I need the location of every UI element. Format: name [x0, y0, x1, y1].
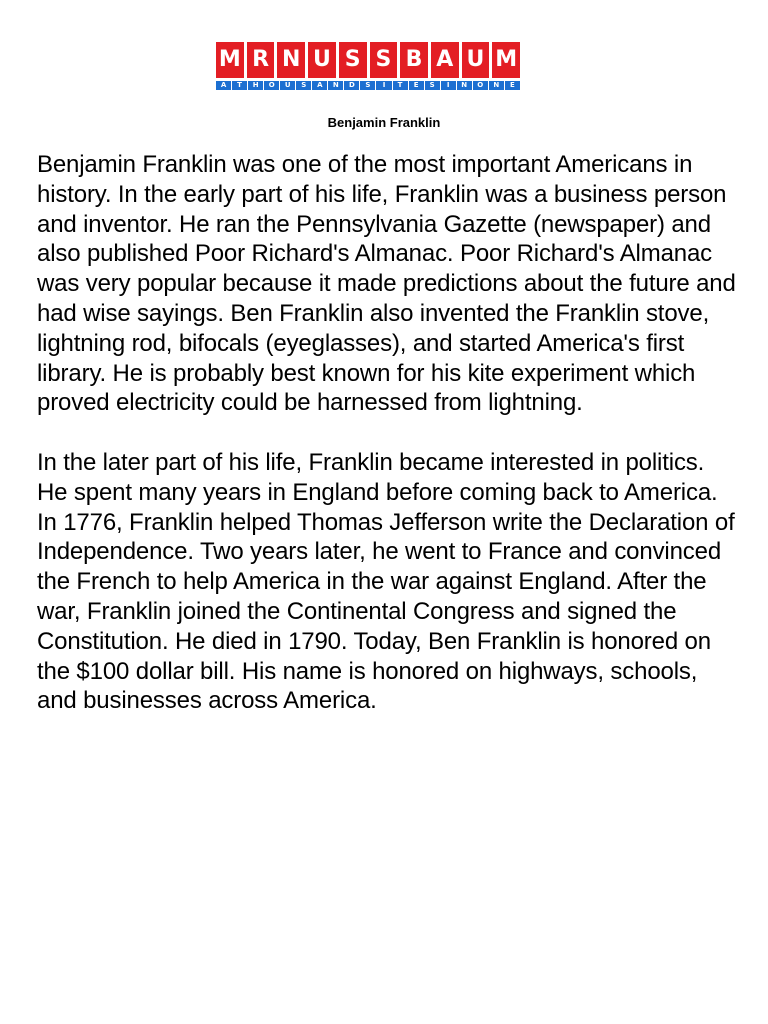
logo-letter: S: [370, 42, 398, 78]
logo-tagline-letter: S: [296, 81, 311, 90]
logo-tagline-letter: A: [216, 81, 231, 90]
logo-letters: [216, 42, 520, 78]
logo-tagline-letter: S: [425, 81, 440, 90]
logo-tagline-letter: I: [441, 81, 456, 90]
mrnussbaum-logo: [216, 42, 520, 90]
logo-letter: M: [492, 42, 520, 78]
logo-tagline-letter: E: [505, 81, 520, 90]
logo-letter: M: [216, 42, 244, 78]
logo-tagline-letter: S: [360, 81, 375, 90]
logo-tagline-letter: T: [393, 81, 408, 90]
document-body: [37, 150, 737, 746]
logo-tagline-letter: E: [409, 81, 424, 90]
logo-tagline-letter: T: [232, 81, 247, 90]
paragraph: Benjamin Franklin was one of the most important Americans in history. In the early part of his life, Franklin was a business person and inventor. He ran the Pennsylvania Gazette (newspaper) and also published Poor Richard's Almanac. Poor Richard's Almanac was very popular because it made predictions about the future and had wise sayings. Ben Franklin also invented the Franklin stove, lightning rod, bifocals (eyeglasses), and started America's first library. He is probably best known for his kite experiment which proved electricity could be harnessed from lightning.: [37, 151, 736, 417]
logo-tagline-letter: N: [489, 81, 504, 90]
logo-letter: B: [400, 42, 428, 78]
logo-tagline: [216, 81, 520, 90]
logo-letter: R: [247, 42, 275, 78]
logo-tagline-letter: U: [280, 81, 295, 90]
logo-letter: U: [462, 42, 490, 78]
logo-tagline-letter: D: [344, 81, 359, 90]
logo-letter: N: [277, 42, 305, 78]
document-title: Benjamin Franklin: [327, 115, 441, 130]
logo-tagline-letter: H: [248, 81, 263, 90]
paragraph: In the later part of his life, Franklin became interested in politics. He spent many years in England before coming back to America. In 1776, Franklin helped Thomas Jefferson write the Declaration of Independence. Two years later, he went to France and convinced the French to help America in the war against England. After the war, Franklin joined the Continental Congress and signed the Constitution. He died in 1790. Today, Ben Franklin is honored on the $100 dollar bill. His name is honored on highways, schools, and businesses across America.: [37, 448, 735, 715]
logo-tagline-letter: N: [457, 81, 472, 90]
logo-letter: A: [431, 42, 459, 78]
logo-letter: S: [339, 42, 367, 78]
logo-tagline-letter: A: [312, 81, 327, 90]
logo-tagline-letter: O: [473, 81, 488, 90]
logo-tagline-letter: I: [376, 81, 391, 90]
logo-letter: U: [308, 42, 336, 78]
logo-tagline-letter: N: [328, 81, 343, 90]
logo-tagline-letter: O: [264, 81, 279, 90]
